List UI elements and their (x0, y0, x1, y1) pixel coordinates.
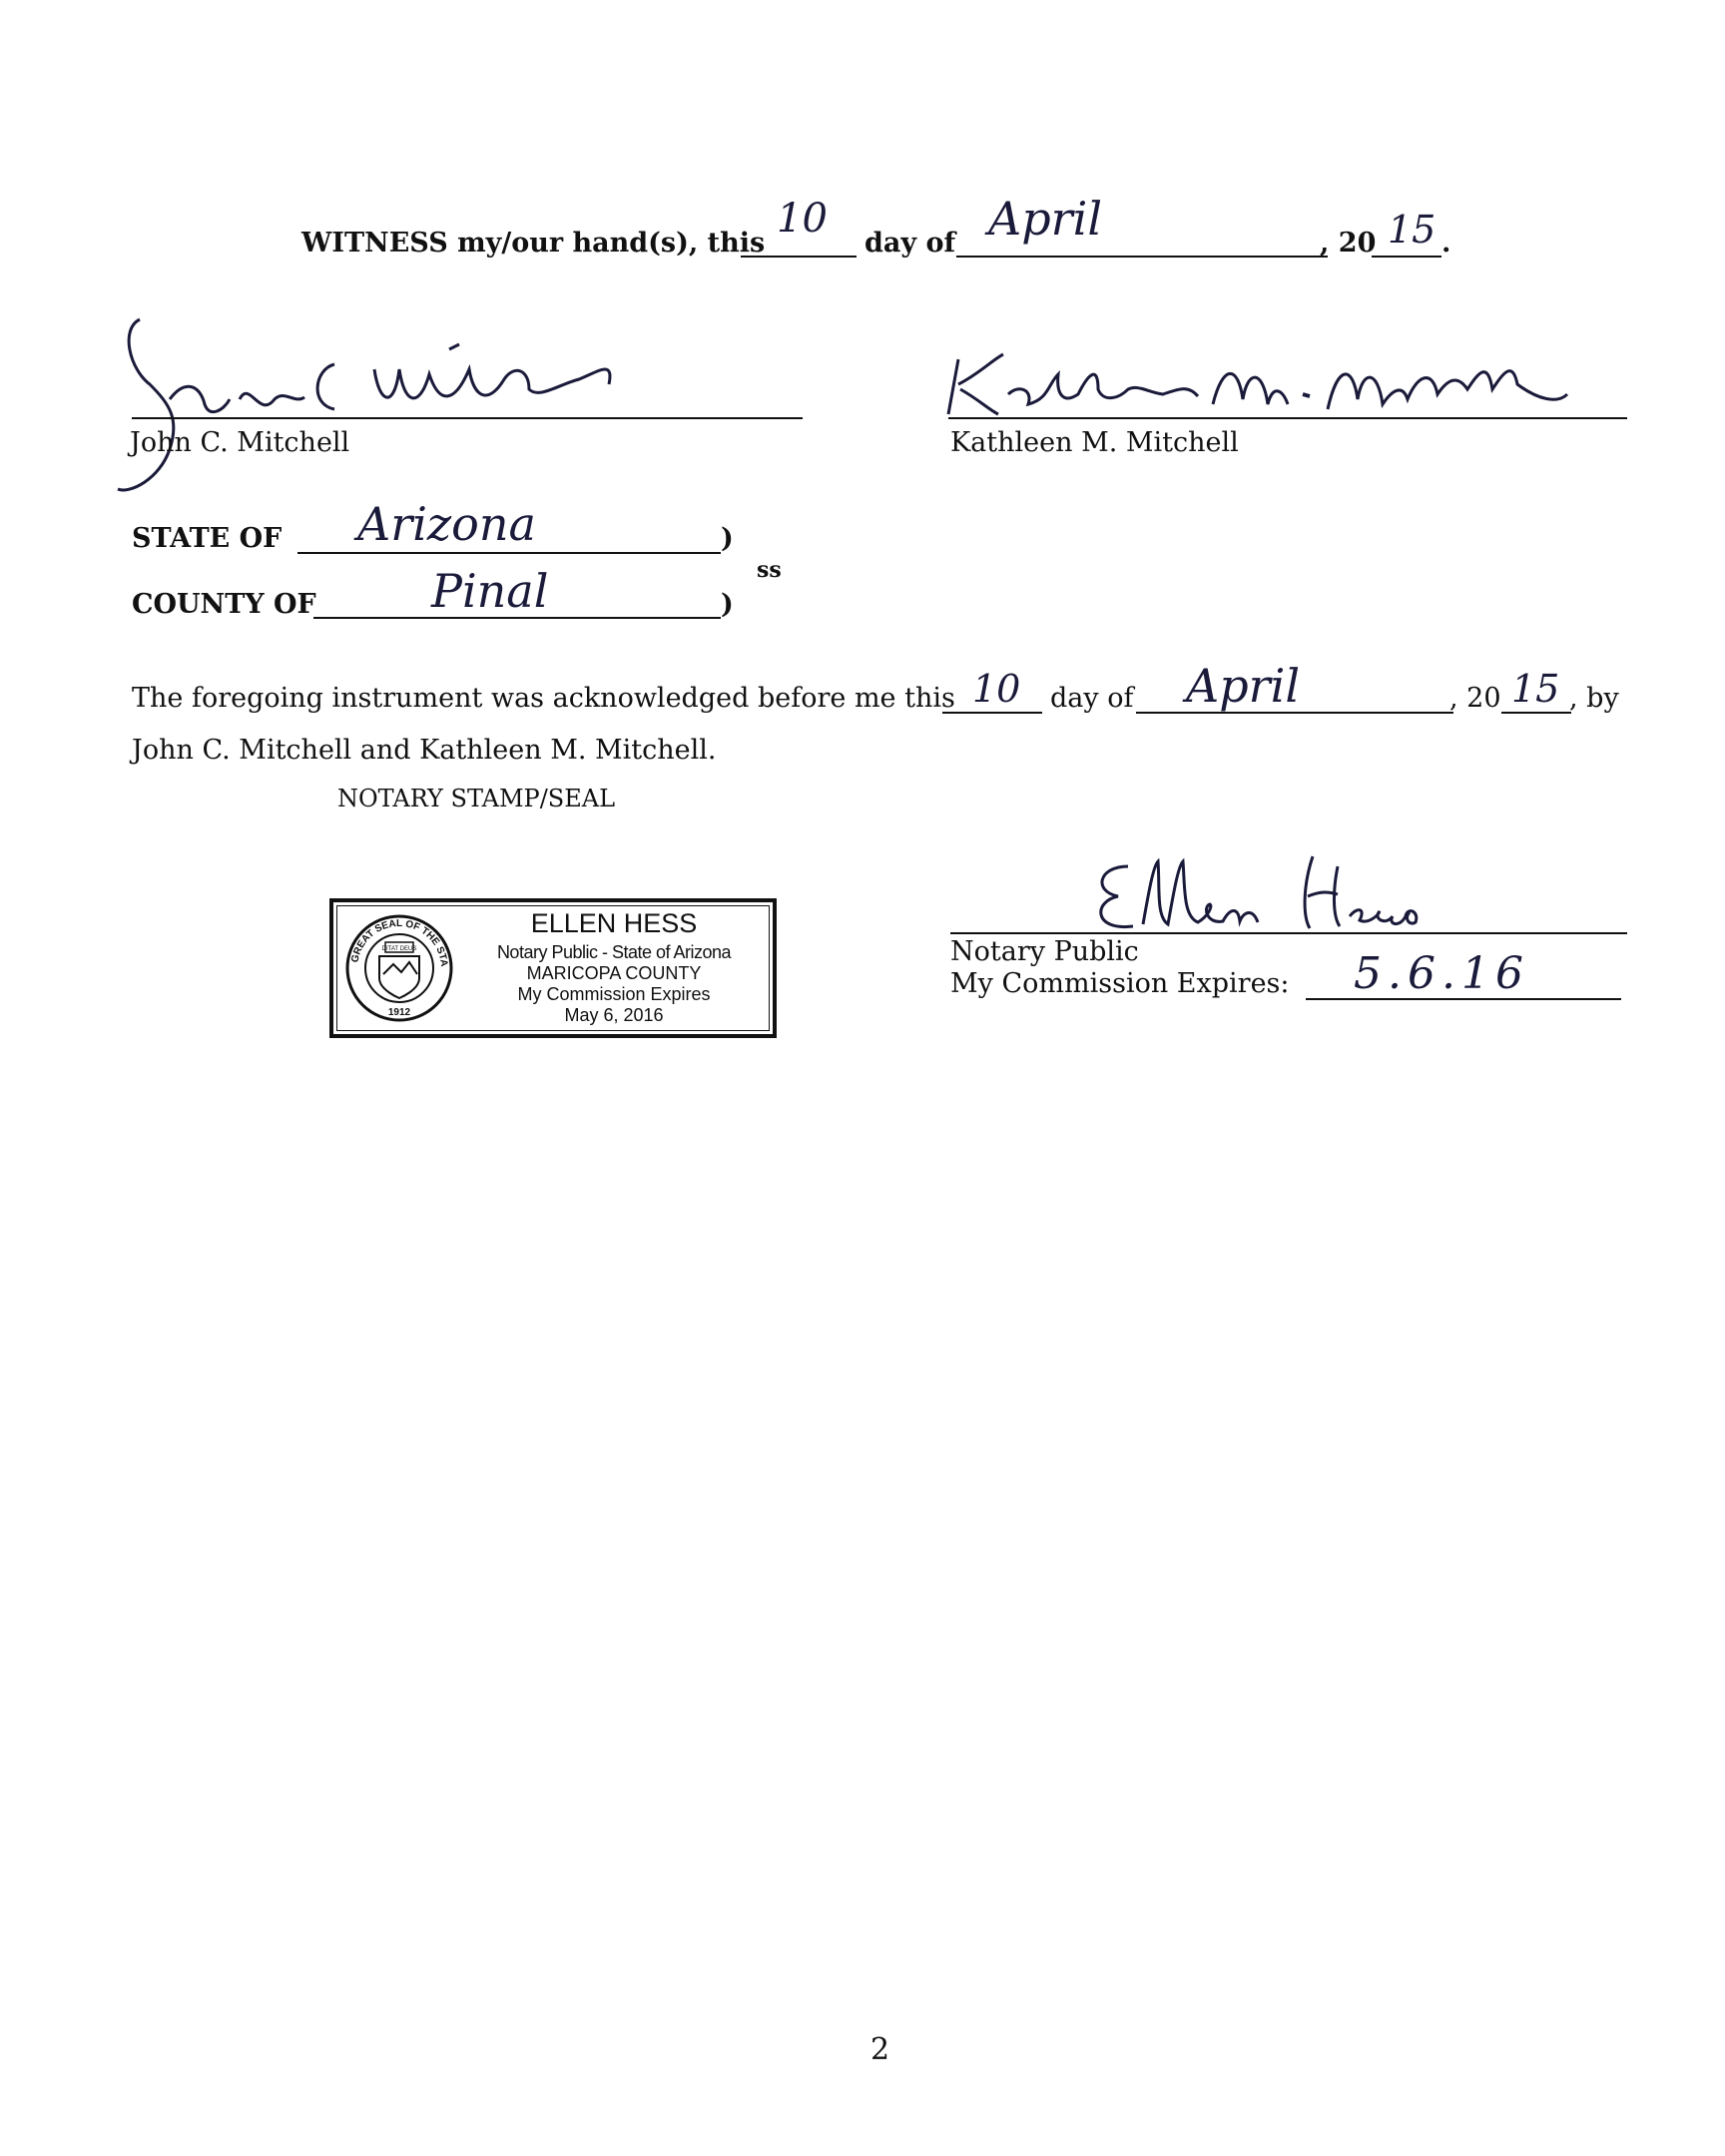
ack-names: John C. Mitchell and Kathleen M. Mitchell. (132, 735, 717, 766)
witness-prefix: WITNESS my/our hand(s), this (301, 228, 766, 259)
notary-signature-line (950, 932, 1627, 934)
witness-year-line (1372, 256, 1441, 258)
expires-label: My Commission Expires: (950, 968, 1290, 999)
seal-motto: DITAT DEUS (381, 946, 417, 952)
ss-label: ss (757, 557, 782, 583)
ack-day-value: 10 (972, 667, 1021, 711)
ack-year-value: 15 (1511, 667, 1560, 711)
seal-year: 1912 (387, 1007, 411, 1018)
state-label: STATE OF (132, 523, 283, 554)
notary-signature (1088, 846, 1438, 936)
county-paren: ) (721, 589, 734, 620)
witness-period: . (1441, 228, 1451, 259)
state-paren: ) (721, 523, 734, 554)
john-name: John C. Mitchell (130, 427, 350, 458)
witness-day-label: day of (864, 228, 956, 259)
witness-year-value: 15 (1388, 208, 1437, 252)
kathleen-signature (938, 344, 1577, 434)
notary-title: Notary Public (950, 936, 1139, 967)
ack-day-line (942, 712, 1042, 714)
state-line (297, 552, 721, 554)
stamp-line2: MARICOPA COUNTY (526, 963, 702, 983)
stamp-line1: Notary Public - State of Arizona (496, 942, 732, 962)
witness-day-value: 10 (777, 196, 828, 242)
state-value: Arizona (357, 497, 536, 551)
stamp-name: ELLEN HESS (530, 908, 698, 938)
stamp-line3: My Commission Expires (517, 984, 711, 1004)
witness-year-prefix: , 20 (1320, 228, 1377, 259)
stamp-line4: May 6, 2016 (564, 1005, 664, 1025)
witness-day-line (741, 256, 857, 258)
ack-day-label: day of (1050, 683, 1134, 714)
county-label: COUNTY OF (132, 589, 316, 620)
ack-year-prefix: , 20 (1449, 683, 1501, 714)
seal-ring-text: GREAT SEAL OF THE STA (349, 917, 450, 967)
notary-stamp-label: NOTARY STAMP/SEAL (337, 785, 616, 812)
arizona-seal-icon (343, 912, 455, 1024)
ack-month-value: April (1186, 659, 1301, 713)
ack-year-line (1501, 712, 1571, 714)
notary-stamp (329, 898, 777, 1038)
ack-by: , by (1569, 683, 1619, 714)
john-signature (110, 309, 669, 499)
john-signature-line (132, 417, 803, 419)
page-number: 2 (870, 2032, 890, 2067)
witness-month-value: April (988, 192, 1103, 246)
kathleen-name: Kathleen M. Mitchell (950, 427, 1239, 458)
expires-value: 5.6.16 (1354, 948, 1529, 999)
kathleen-signature-line (948, 417, 1627, 419)
ack-prefix: The foregoing instrument was acknowledged before me this (132, 683, 955, 714)
county-value: Pinal (431, 564, 549, 618)
svg-text:GREAT SEAL OF THE STATE OF ARI (343, 912, 449, 967)
witness-month-line (956, 256, 1328, 258)
